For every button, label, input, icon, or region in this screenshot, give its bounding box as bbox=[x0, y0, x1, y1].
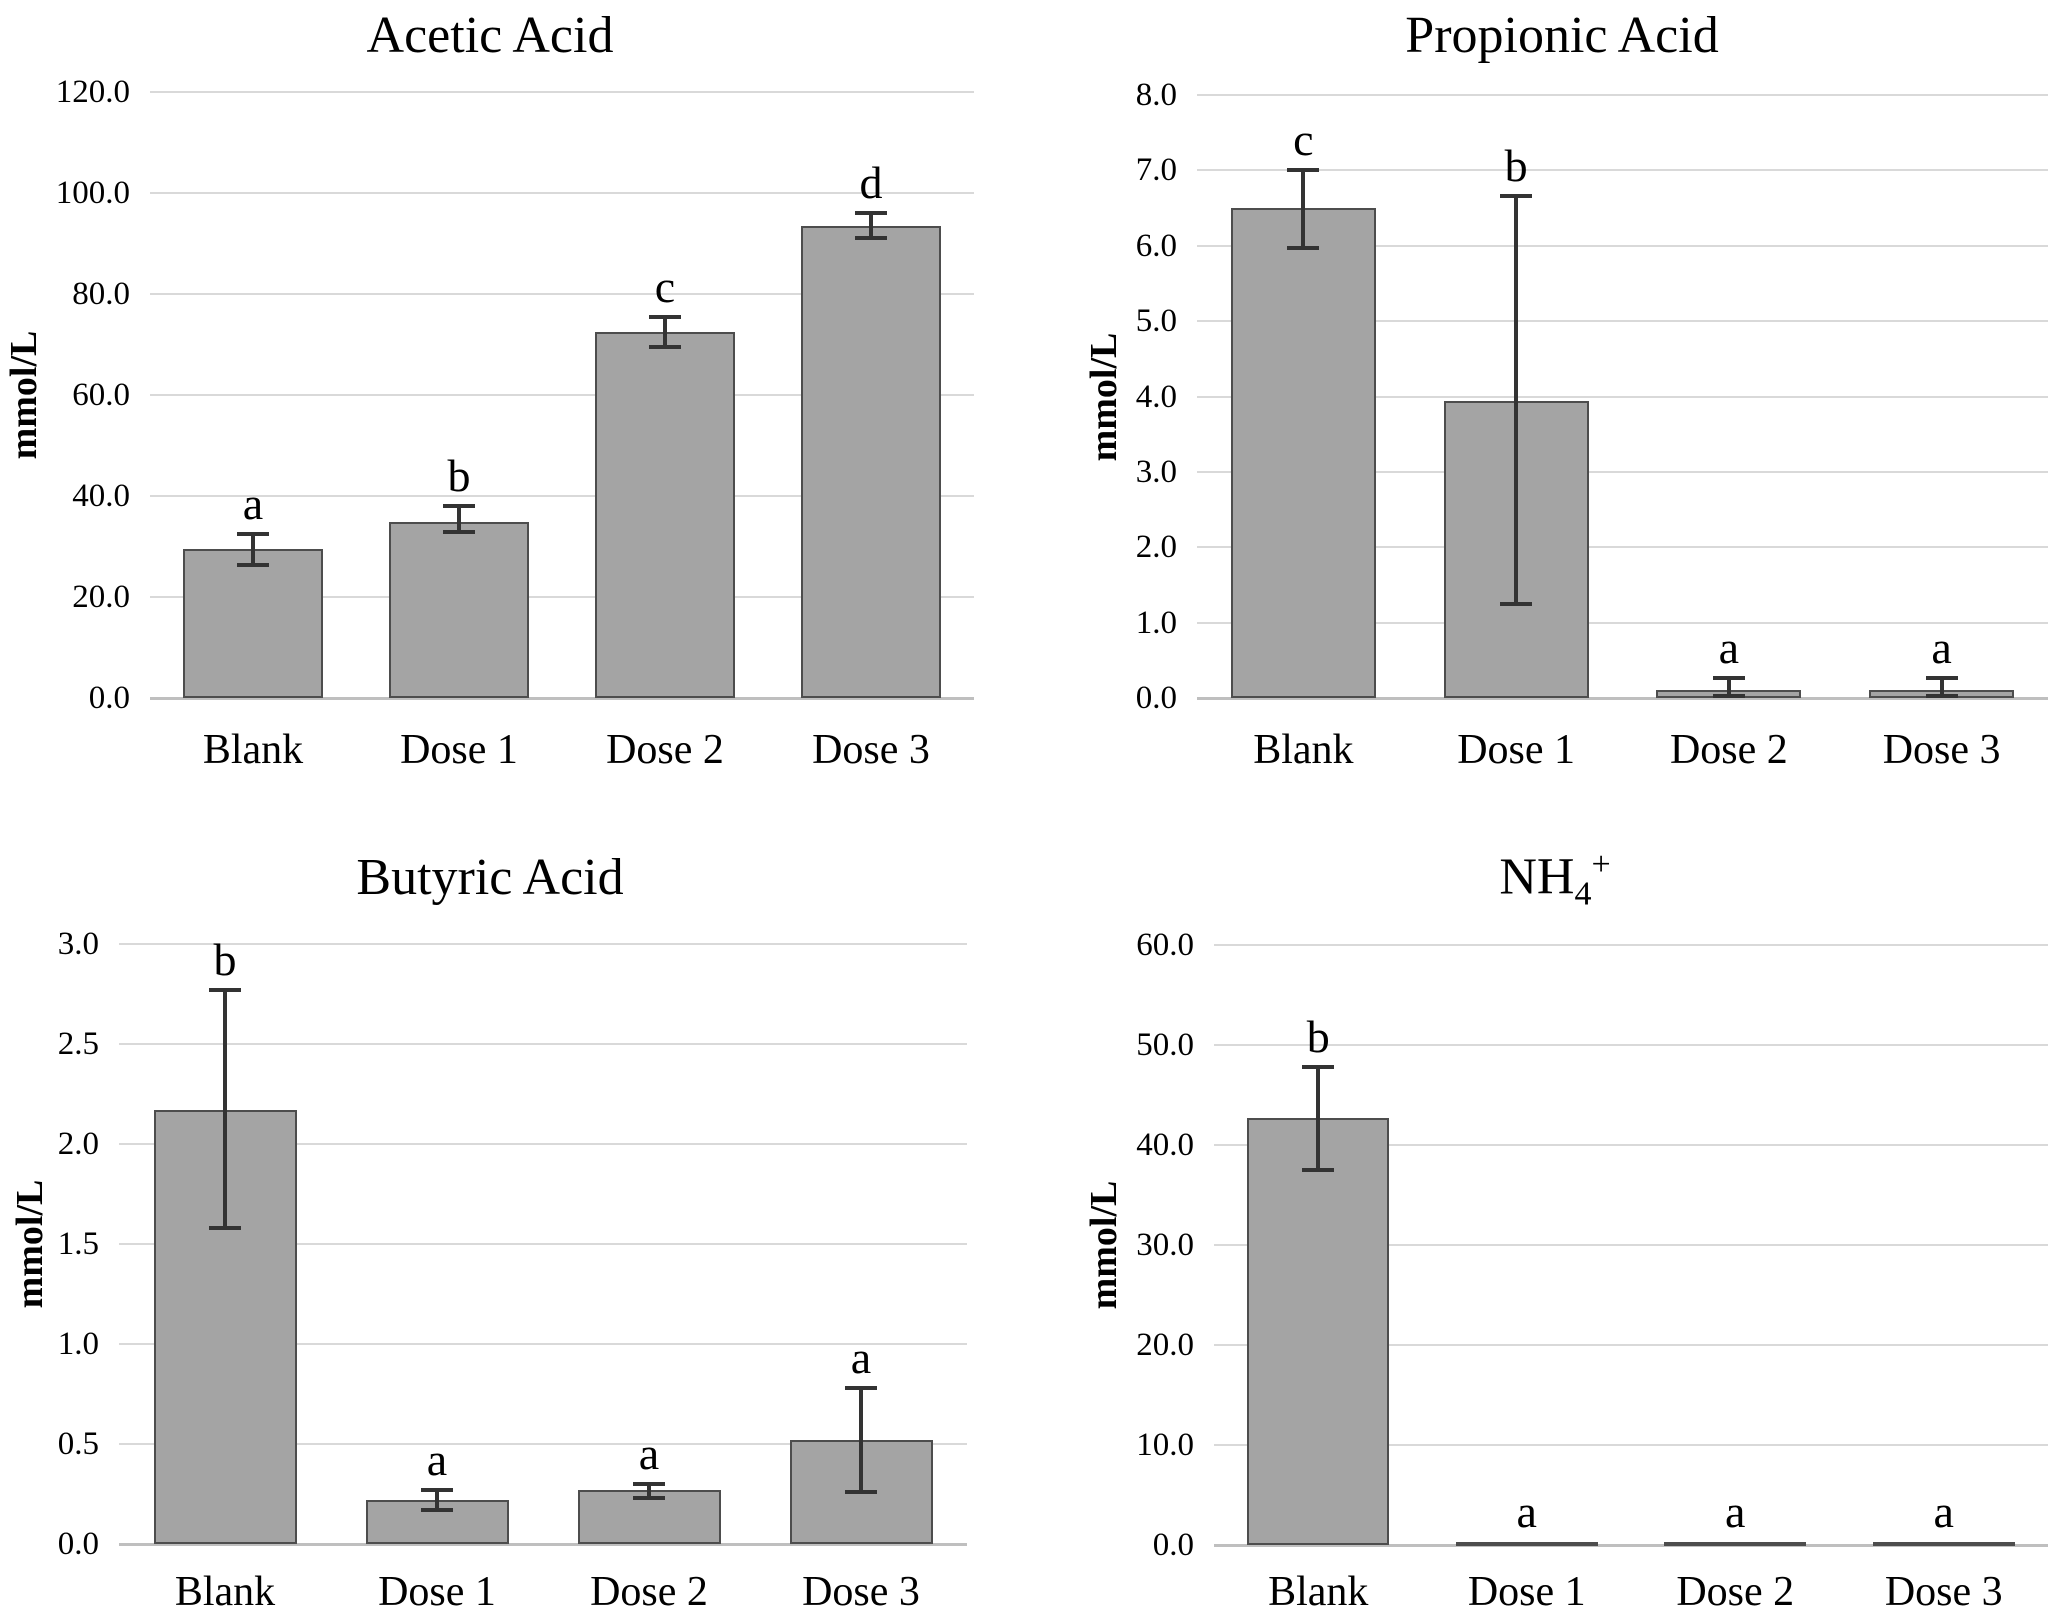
error-bar bbox=[663, 317, 667, 347]
x-tick-label-dose-3: Dose 3 bbox=[802, 1569, 920, 1615]
panel-title: Acetic Acid bbox=[366, 7, 614, 64]
significance-letter: a bbox=[1725, 1486, 1746, 1537]
error-bar bbox=[1514, 196, 1518, 604]
y-tick-label: 0.5 bbox=[57, 1426, 99, 1462]
x-tick-label-blank: Blank bbox=[202, 727, 304, 773]
y-tick-label: 20.0 bbox=[72, 579, 130, 615]
error-bar bbox=[869, 213, 873, 238]
y-tick-label: 2.5 bbox=[57, 1026, 99, 1062]
bar-blank bbox=[1231, 208, 1376, 698]
significance-letter: c bbox=[654, 261, 676, 313]
x-tick-label-dose-3: Dose 3 bbox=[1882, 727, 2001, 773]
error-bar bbox=[457, 506, 461, 532]
significance-letter: a bbox=[426, 1434, 448, 1485]
x-tick-label-dose-1: Dose 1 bbox=[1467, 1569, 1586, 1615]
significance-letter: a bbox=[242, 477, 264, 529]
y-tick-label: 6.0 bbox=[1135, 227, 1177, 264]
error-bar-cap-top bbox=[443, 504, 475, 508]
y-tick-label: 30.0 bbox=[1136, 1227, 1194, 1263]
y-tick-label: 1.5 bbox=[57, 1226, 99, 1262]
x-tick-label-blank: Blank bbox=[174, 1569, 276, 1615]
chart-panel-acetic-acid bbox=[0, 0, 1024, 807]
bar-blank bbox=[183, 549, 323, 698]
bar-dose-1 bbox=[1456, 1542, 1598, 1546]
y-tick-label: 5.0 bbox=[1135, 303, 1177, 340]
significance-letter: c bbox=[1293, 113, 1314, 165]
error-bar bbox=[435, 1490, 439, 1510]
x-tick-label-dose-2: Dose 2 bbox=[606, 727, 724, 773]
error-bar-cap-bottom bbox=[633, 1496, 665, 1500]
y-tick-label: 50.0 bbox=[1136, 1027, 1194, 1063]
error-bar-cap-top bbox=[421, 1488, 453, 1492]
y-axis-label: mmol/L bbox=[9, 1179, 51, 1309]
y-axis-label: mmol/L bbox=[3, 330, 45, 460]
bar-dose-3 bbox=[1873, 1542, 2015, 1546]
significance-letter: b bbox=[1306, 1011, 1330, 1062]
significance-letter: a bbox=[1931, 622, 1952, 674]
error-bar-cap-bottom bbox=[209, 1226, 241, 1230]
x-tick-label-dose-2: Dose 2 bbox=[1676, 1569, 1795, 1615]
y-tick-label: 2.0 bbox=[1135, 529, 1177, 566]
y-tick-label: 0.0 bbox=[57, 1526, 99, 1562]
gridline bbox=[1214, 944, 2048, 946]
x-tick-label-blank: Blank bbox=[1253, 727, 1354, 773]
x-tick-label-blank: Blank bbox=[1268, 1569, 1369, 1615]
error-bar-cap-bottom bbox=[1713, 694, 1745, 698]
error-bar bbox=[1316, 1067, 1320, 1170]
error-bar-cap-bottom bbox=[855, 236, 887, 240]
error-bar-cap-top bbox=[237, 532, 269, 536]
error-bar-cap-top bbox=[649, 315, 681, 319]
error-bar-cap-top bbox=[1287, 168, 1319, 172]
significance-letter: d bbox=[859, 157, 883, 209]
error-bar-cap-top bbox=[1500, 194, 1532, 198]
x-tick-label-dose-1: Dose 1 bbox=[1457, 727, 1576, 773]
x-tick-label-dose-3: Dose 3 bbox=[812, 727, 930, 773]
y-axis-label: mmol/L bbox=[1083, 1180, 1125, 1310]
bar-dose-1 bbox=[389, 522, 529, 698]
y-tick-label: 8.0 bbox=[1135, 77, 1177, 113]
error-bar bbox=[223, 990, 227, 1228]
y-tick-label: 4.0 bbox=[1135, 378, 1177, 415]
chart-panel-propionic-acid bbox=[1024, 0, 2048, 807]
significance-letter: a bbox=[1933, 1486, 1954, 1537]
x-tick-label-dose-1: Dose 1 bbox=[400, 727, 518, 773]
y-tick-label: 40.0 bbox=[1136, 1127, 1194, 1163]
bar-dose-3 bbox=[801, 226, 941, 698]
bar-blank bbox=[1247, 1118, 1389, 1545]
error-bar-cap-top bbox=[1302, 1065, 1334, 1069]
significance-letter: b bbox=[1504, 140, 1528, 191]
y-tick-label: 3.0 bbox=[1135, 453, 1177, 490]
y-tick-label: 7.0 bbox=[1135, 152, 1177, 189]
gridline bbox=[150, 91, 974, 93]
significance-letter: b bbox=[447, 450, 471, 502]
y-tick-label: 3.0 bbox=[57, 926, 99, 962]
panel-title: Propionic Acid bbox=[1405, 7, 1719, 64]
error-bar-cap-top bbox=[1926, 676, 1958, 680]
error-bar-cap-bottom bbox=[1500, 602, 1532, 606]
y-tick-label: 60.0 bbox=[72, 377, 130, 413]
bar-dose-2 bbox=[1664, 1542, 1806, 1546]
gridline bbox=[1197, 94, 2048, 96]
error-bar bbox=[1301, 170, 1305, 248]
error-bar-cap-bottom bbox=[1926, 694, 1958, 698]
significance-letter: a bbox=[850, 1332, 872, 1383]
significance-letter: a bbox=[1516, 1486, 1537, 1537]
error-bar-cap-bottom bbox=[845, 1490, 877, 1494]
x-tick-label-dose-2: Dose 2 bbox=[1669, 727, 1788, 773]
x-tick-label-dose-3: Dose 3 bbox=[1884, 1569, 2003, 1615]
error-bar-cap-bottom bbox=[443, 530, 475, 534]
significance-letter: a bbox=[638, 1428, 660, 1479]
y-tick-label: 80.0 bbox=[72, 276, 130, 312]
y-tick-label: 20.0 bbox=[1136, 1327, 1194, 1363]
error-bar bbox=[251, 534, 255, 565]
error-bar-cap-top bbox=[1713, 676, 1745, 680]
error-bar-cap-top bbox=[855, 211, 887, 215]
error-bar-cap-bottom bbox=[237, 563, 269, 567]
y-tick-label: 120.0 bbox=[55, 74, 130, 110]
error-bar-cap-top bbox=[633, 1482, 665, 1486]
error-bar-cap-bottom bbox=[649, 345, 681, 349]
error-bar-cap-bottom bbox=[1287, 246, 1319, 250]
error-bar-cap-top bbox=[209, 988, 241, 992]
x-tick-label-dose-2: Dose 2 bbox=[590, 1569, 708, 1615]
gridline bbox=[1197, 169, 2048, 171]
y-tick-label: 100.0 bbox=[55, 175, 130, 211]
significance-letter: b bbox=[213, 934, 237, 985]
chart-panel-butyric-acid bbox=[0, 808, 1024, 1615]
y-tick-label: 40.0 bbox=[72, 478, 130, 514]
error-bar-cap-bottom bbox=[421, 1508, 453, 1512]
y-tick-label: 1.0 bbox=[57, 1326, 99, 1362]
significance-letter: a bbox=[1718, 622, 1740, 674]
error-bar-cap-top bbox=[845, 1386, 877, 1390]
y-axis-label: mmol/L bbox=[1083, 332, 1125, 461]
panel-title: $NH_4^+$ bbox=[1499, 846, 1611, 913]
gridline bbox=[119, 1043, 967, 1045]
x-tick-label-dose-1: Dose 1 bbox=[378, 1569, 496, 1615]
y-tick-label: 0.0 bbox=[1135, 680, 1177, 716]
y-tick-label: 60.0 bbox=[1136, 927, 1194, 963]
y-tick-label: 2.0 bbox=[57, 1126, 99, 1162]
y-tick-label: 0.0 bbox=[88, 680, 130, 716]
chart-panel-nh4 bbox=[1024, 808, 2048, 1615]
error-bar bbox=[859, 1388, 863, 1492]
error-bar-cap-bottom bbox=[1302, 1168, 1334, 1172]
y-tick-label: 0.0 bbox=[1152, 1527, 1194, 1563]
panel-title: Butyric Acid bbox=[356, 849, 624, 906]
y-tick-label: 1.0 bbox=[1135, 604, 1177, 641]
bar-dose-2 bbox=[595, 332, 735, 698]
y-tick-label: 10.0 bbox=[1136, 1427, 1194, 1463]
